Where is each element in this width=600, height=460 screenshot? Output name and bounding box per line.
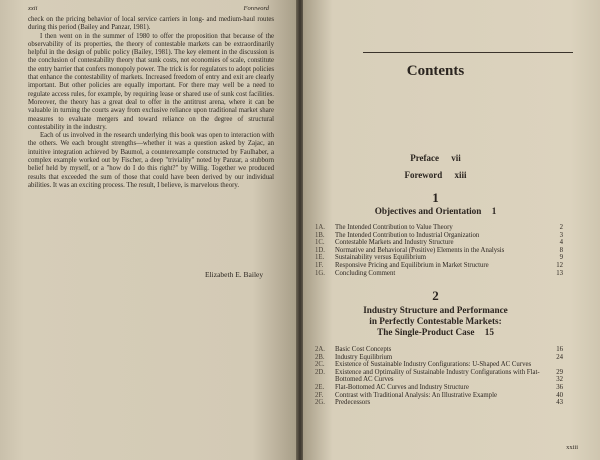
section-title: Contrast with Traditional Analysis: An Illustrative Example	[335, 391, 497, 399]
section-page: 12	[556, 261, 563, 269]
chapter-title	[303, 305, 568, 338]
section-title: The Intended Contribution to Industrial Organization	[335, 231, 480, 239]
section-page: 4	[559, 239, 563, 247]
toc-row[interactable]	[315, 239, 563, 247]
foreword-page: xiii	[454, 170, 467, 180]
section-page: 9	[559, 254, 563, 262]
toc-row[interactable]	[315, 392, 563, 400]
section-code: 1G.	[315, 269, 326, 277]
toc-row[interactable]	[315, 247, 563, 255]
chapter-title-line: Industry Structure and Performance	[363, 305, 508, 315]
toc-row[interactable]	[315, 232, 563, 240]
section-page: 29	[556, 368, 563, 376]
chapter-page: 1	[491, 206, 497, 216]
chapter-title-line: The Single-Product Case	[377, 327, 475, 337]
right-page	[303, 0, 600, 460]
section-code: 2D.	[315, 368, 326, 376]
section-title: Flat-Bottomed AC Curves and Industry Structure	[335, 383, 469, 391]
section-title: Existence and Optimality of Sustainable Industry Configurations with Flat-Bottomed AC Curves	[335, 368, 540, 384]
section-page: 3	[559, 231, 563, 239]
section-code: 1C.	[315, 239, 325, 247]
right-page-number: xxiii	[566, 444, 578, 451]
section-code: 1F.	[315, 261, 324, 269]
toc-row[interactable]	[315, 369, 563, 384]
section-page: 2	[559, 224, 563, 231]
section-title: Responsive Pricing and Equilibrium in Market Structure	[335, 261, 489, 269]
section-page: 40	[556, 391, 563, 399]
section-title: Predecessors	[335, 399, 371, 407]
section-title: Industry Equilibrium	[335, 353, 393, 361]
section-code: 1E.	[315, 254, 325, 262]
section-code: 2C.	[315, 361, 325, 369]
toc-row[interactable]	[315, 346, 563, 354]
preface-page: vii	[451, 153, 461, 163]
foreword-paragraph: Each of us involved in the research underlying this book was open to interaction with the others. We each brought strengths—whether it was a question asked by Zajac, an intuitive integration achieved by Baumol, a counterexample constructed by Faulhaber, a complex example worked out by Fischer, a deep "triviality" noted by Panzar, a stubborn belief held by myself, or a "how do I do this right?" by Willig. Together we produced results that exceeded the sum of those that could have been derived by our individual abilities. It was an exciting process. The result, I believe, is marvelous theory.	[28, 132, 274, 189]
section-title: Contestable Markets and Industry Structure	[335, 239, 454, 247]
section-page: 24	[556, 353, 563, 361]
preface-entry	[303, 153, 568, 163]
section-code: 2E.	[315, 383, 325, 391]
chapter-title-line: in Perfectly Contestable Markets:	[369, 316, 502, 326]
section-code: 1B.	[315, 231, 325, 239]
foreword-paragraph: I then went on in the summer of 1980 to offer the proposition that because of the observability of its properties, the theory of contestable markets can be extraordinarily helpful in the design of public policy (Bailey, 1981). The key element in the discussion is the conclusion of contestability theory that sunk costs, not economies of scale, constitute the entry barrier that confers monopoly power. The trick is for regulators to adopt policies that enhance the contestability of markets. Increased freedom of entry and exit are clearly important. But other policies are equally important. For there may well be a need to regulate access rules, for example, by requiring lease or shared use of sunk cost facilities. Moreover, the theory has a great deal to offer in the antitrust arena, where it can be valuable in turning the courts away from exclusive reliance upon traditional market share measures to evaluate mergers and toward reliance on the degree of structural contestability in the industry.	[28, 32, 274, 131]
section-title: The Intended Contribution to Value Theory	[335, 224, 453, 231]
chapter-title	[303, 206, 568, 217]
section-code: 1A.	[315, 224, 326, 231]
foreword-paragraph: check on the pricing behavior of local service carriers in long- and medium-haul routes during this period (Bailey and Panzar, 1981).	[28, 16, 274, 32]
section-title: Basic Cost Concepts	[335, 346, 392, 353]
chapter-number: 2	[432, 288, 439, 303]
section-code: 2G.	[315, 399, 326, 407]
section-page: 16	[556, 346, 563, 353]
toc-row[interactable]	[315, 254, 563, 262]
section-page: 8	[559, 246, 563, 254]
toc-row[interactable]	[315, 224, 563, 232]
toc-row[interactable]	[315, 262, 563, 270]
toc-row[interactable]	[315, 270, 563, 278]
foreword-body	[28, 16, 274, 190]
toc-row[interactable]	[315, 354, 563, 362]
author-signature: Elizabeth E. Bailey	[205, 270, 264, 279]
running-head: Foreword	[243, 5, 269, 12]
section-title: Existence of Sustainable Industry Configurations: U-Shaped AC Curves	[335, 361, 532, 369]
left-page-number: xxii	[28, 5, 38, 12]
toc-row[interactable]	[315, 399, 563, 407]
foreword-entry	[303, 170, 568, 180]
toc-row[interactable]	[315, 384, 563, 392]
section-title: Sustainability versus Equilibrium	[335, 254, 426, 262]
section-page: 36	[556, 383, 563, 391]
section-page: 13	[556, 269, 563, 277]
chapter-title-line: Objectives and Orientation	[374, 206, 482, 216]
foreword-label: Foreword	[404, 170, 443, 180]
left-page	[0, 0, 297, 460]
contents-heading: Contents	[406, 63, 465, 79]
section-title: Normative and Behavioral (Positive) Elements in the Analysis	[335, 246, 505, 254]
section-page: 32	[556, 376, 563, 384]
chapter-2-sections	[315, 346, 563, 407]
left-page-header	[28, 5, 269, 12]
section-code: 2B.	[315, 353, 325, 361]
preface-label: Preface	[410, 153, 440, 163]
section-code: 1D.	[315, 246, 326, 254]
section-code: 2F.	[315, 391, 324, 399]
section-title: Concluding Comment	[335, 269, 396, 277]
chapter-1-sections	[315, 224, 563, 277]
chapter-number: 1	[432, 190, 439, 205]
section-code: 2A.	[315, 346, 326, 353]
chapter-page: 15	[484, 327, 494, 337]
top-rule	[363, 52, 573, 53]
section-page: 43	[556, 399, 563, 407]
